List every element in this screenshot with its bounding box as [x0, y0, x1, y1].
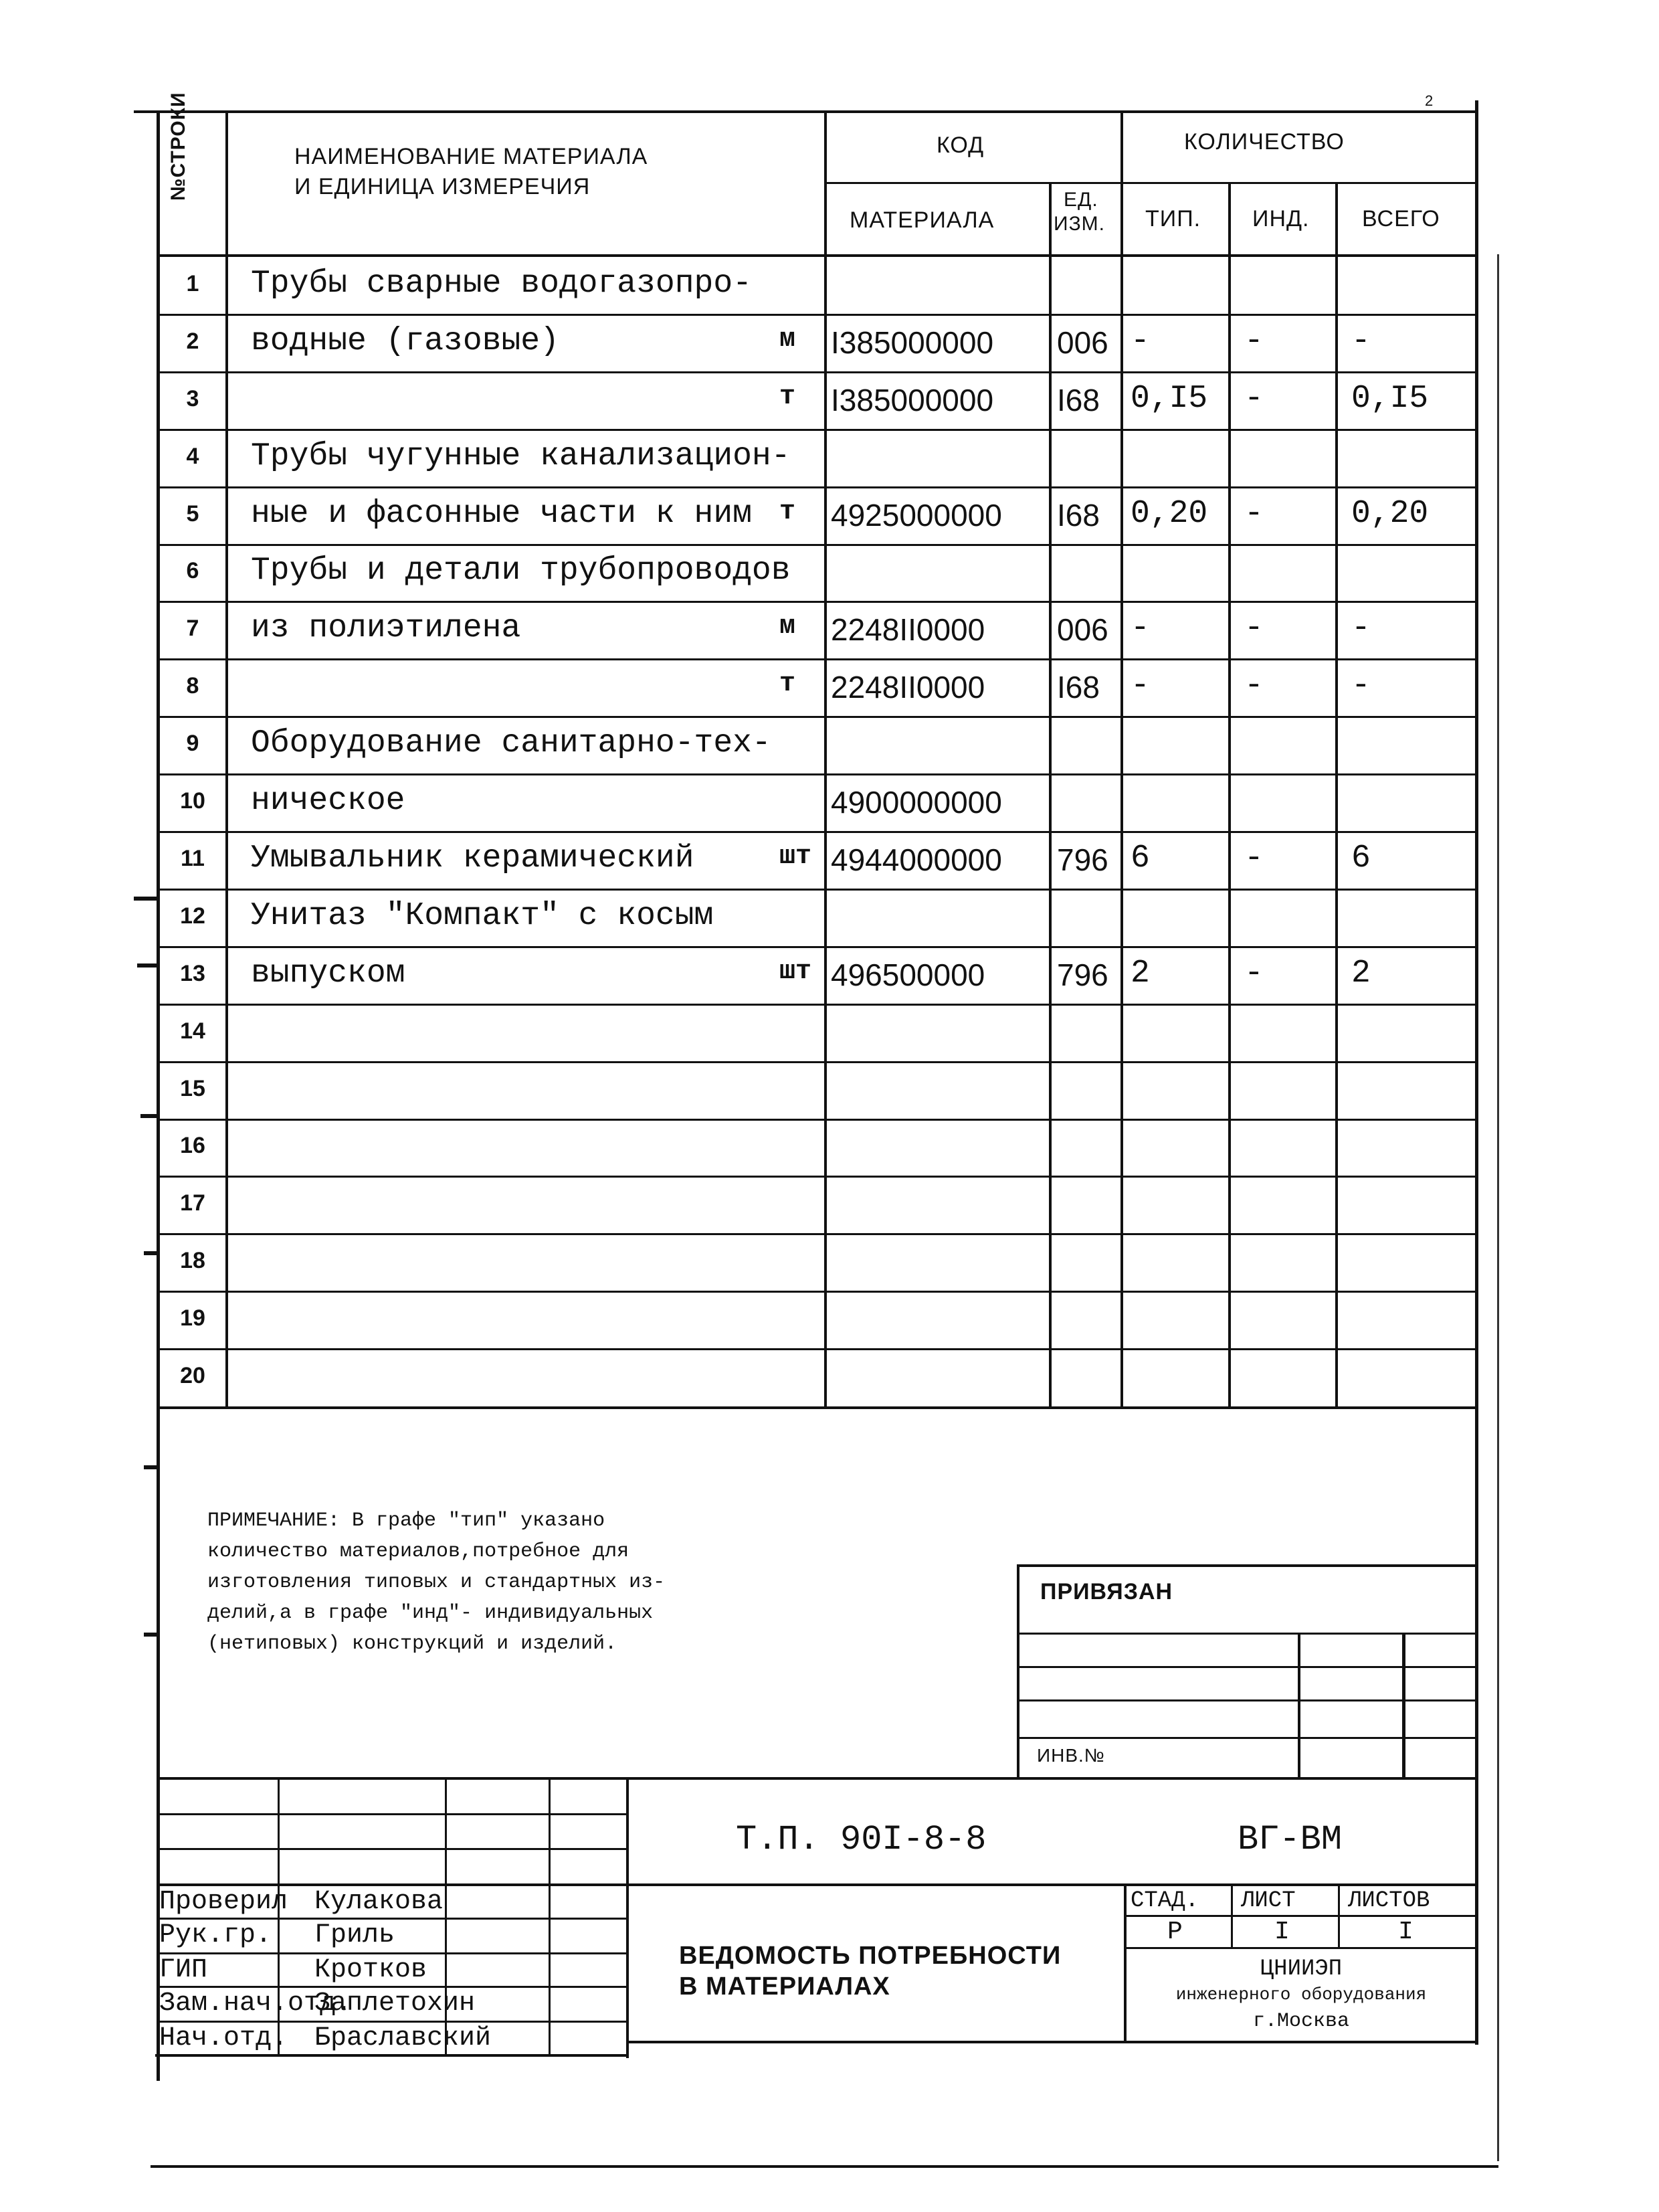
binding-vline1 — [1298, 1633, 1300, 1777]
signature-name: Кротков — [314, 1955, 427, 1985]
margin-tick-6 — [144, 1633, 159, 1637]
signature-role: Нач.отд. — [159, 2023, 288, 2053]
sig-col3 — [549, 1777, 551, 2057]
row-number: 3 — [186, 386, 199, 411]
row-number: 11 — [181, 846, 205, 871]
row-number: 15 — [180, 1076, 205, 1101]
unit-symbol: т — [779, 382, 796, 412]
material-header: МАТЕРИАЛА — [850, 207, 995, 233]
row-number: 4 — [186, 444, 199, 469]
row-divider — [157, 1233, 1478, 1235]
row-number: 9 — [186, 731, 199, 756]
row-divider — [157, 1004, 1478, 1006]
qty-total: - — [1351, 323, 1371, 359]
material-name: Трубы и детали трубопроводов — [251, 553, 791, 589]
row-divider — [157, 946, 1478, 948]
inv-label: ИНВ.№ — [1037, 1745, 1105, 1766]
unit-header-line2: ИЗМ. — [1054, 213, 1106, 235]
binding-vline2 — [1402, 1633, 1405, 1777]
row-number: 12 — [180, 903, 205, 929]
qty-total: 2 — [1351, 955, 1371, 992]
sheets-value: I — [1398, 1918, 1413, 1946]
qty-ind: - — [1244, 323, 1264, 359]
material-code: 2248II0000 — [831, 612, 985, 647]
material-code: 2248II0000 — [831, 670, 985, 705]
sig-row6 — [157, 1986, 627, 1988]
binding-line2 — [1017, 1666, 1478, 1668]
material-name: Умывальник керамический — [251, 840, 694, 877]
col-line-unit — [1120, 110, 1123, 1408]
row-divider — [157, 1061, 1478, 1063]
row-number: 20 — [180, 1363, 205, 1388]
row-number: 8 — [186, 673, 199, 699]
qty-ind: - — [1244, 668, 1264, 704]
header-subline — [827, 182, 1478, 184]
row-divider — [157, 1119, 1478, 1121]
quantity-header: КОЛИЧЕСТВО — [1184, 129, 1345, 155]
header-bottom-line — [157, 254, 1478, 257]
unit-code: 796 — [1057, 842, 1108, 877]
row-divider — [157, 1176, 1478, 1178]
qty-total: - — [1351, 668, 1371, 704]
material-name: Оборудование санитарно-тех- — [251, 725, 771, 761]
binding-top — [1017, 1564, 1478, 1567]
table-bottom-line — [157, 1406, 1478, 1409]
doc-code: Т.П. 90I-8-8 — [736, 1820, 987, 1859]
qty-ind: - — [1244, 955, 1264, 992]
row-divider — [157, 773, 1478, 775]
binding-line4 — [1017, 1737, 1478, 1739]
qty-typ: 2 — [1131, 955, 1150, 992]
qty-ind: - — [1244, 381, 1264, 417]
frame-top-line — [134, 110, 1478, 113]
row-divider — [157, 371, 1478, 373]
material-code: 4900000000 — [831, 785, 1002, 820]
material-code: I385000000 — [831, 325, 994, 360]
unit-symbol: шт — [779, 957, 812, 987]
unit-code: 006 — [1057, 612, 1108, 647]
tb-bottom-left — [155, 2054, 627, 2057]
material-code: 4944000000 — [831, 842, 1002, 877]
material-name: ническое — [251, 783, 405, 819]
margin-tick-3 — [140, 1114, 158, 1118]
margin-tick-2 — [137, 963, 157, 967]
material-name: из полиэтилена — [251, 610, 521, 646]
name-header-line1: НАИМЕНОВАНИЕ МАТЕРИАЛА — [294, 144, 648, 169]
sig-row4 — [157, 1918, 627, 1920]
row-divider — [157, 831, 1478, 833]
qty-total: 0,20 — [1351, 496, 1429, 532]
material-code: 496500000 — [831, 957, 985, 992]
tb-bottom-right — [626, 2041, 1476, 2043]
signature-name: Кулакова — [314, 1887, 444, 1917]
row-number: 5 — [186, 501, 199, 527]
signature-name: Гриль — [314, 1920, 395, 1950]
row-number: 2 — [186, 329, 199, 354]
unit-symbol: шт — [779, 842, 812, 872]
unit-symbol: т — [779, 497, 796, 527]
material-name: Трубы чугунные канализацион- — [251, 438, 791, 474]
sig-row2 — [157, 1848, 627, 1850]
row-number: 14 — [180, 1018, 205, 1044]
unit-code: I68 — [1057, 498, 1100, 533]
material-name: выпуском — [251, 955, 405, 992]
qty-ind: - — [1244, 610, 1264, 646]
sig-row3 — [157, 1883, 1478, 1886]
qty-total: - — [1351, 610, 1371, 646]
row-number: 6 — [186, 558, 199, 583]
binding-line1 — [1017, 1633, 1478, 1635]
sheet-label: ЛИСТ — [1241, 1888, 1296, 1914]
margin-tick-1 — [134, 897, 158, 901]
signature-role: ГИП — [159, 1955, 208, 1985]
row-number: 10 — [180, 788, 205, 814]
sheets-label: ЛИСТОВ — [1348, 1888, 1430, 1914]
row-number: 19 — [180, 1305, 205, 1331]
row-divider — [157, 486, 1478, 488]
row-divider — [157, 601, 1478, 603]
signature-role: Проверил — [159, 1887, 288, 1917]
org-line2: инженерного оборудования — [1175, 1985, 1427, 2005]
page-number: 2 — [1425, 92, 1434, 109]
qty-typ: - — [1131, 610, 1150, 646]
col-line-name — [824, 110, 827, 1408]
row-divider — [157, 1291, 1478, 1293]
col-line-code — [1049, 182, 1052, 1408]
row-number: 13 — [180, 961, 205, 986]
stage-col1 — [1231, 1883, 1233, 1948]
row-number-header: №СТРОКИ — [167, 92, 189, 201]
row-divider — [157, 314, 1478, 316]
org-line1: ЦНИИЭП — [1260, 1956, 1343, 1982]
stage-label: СТАД. — [1131, 1888, 1199, 1914]
binding-left — [1017, 1564, 1019, 1778]
row-divider — [157, 544, 1478, 546]
material-name: Трубы сварные водогазопро- — [251, 266, 752, 302]
unit-symbol: м — [779, 612, 796, 642]
sig-row5 — [157, 1952, 627, 1954]
margin-tick-4 — [144, 1251, 159, 1255]
frame-right-line — [1475, 100, 1478, 1967]
outer-right-edge — [1497, 254, 1499, 2161]
qty-ind: - — [1244, 496, 1264, 532]
sig-row1 — [157, 1813, 627, 1815]
signature-name: Заплетохин — [314, 1989, 476, 2019]
row-number: 18 — [180, 1248, 205, 1273]
sheet-title-line1: ВЕДОМОСТЬ ПОТРЕБНОСТИ — [679, 1942, 1062, 1970]
signature-role: Рук.гр. — [159, 1920, 272, 1950]
signature-role: Зам.нач.отд. — [159, 1989, 353, 2019]
org-line3: г.Москва — [1252, 2010, 1350, 2033]
sig-row7 — [157, 2021, 627, 2023]
bottom-rule — [151, 2165, 1498, 2168]
qty-typ: 0,20 — [1131, 496, 1208, 532]
stage-value: Р — [1167, 1918, 1183, 1946]
sheet-title-line2: В МАТЕРИАЛАХ — [679, 1972, 890, 2001]
material-code: I385000000 — [831, 383, 994, 418]
ind-header: ИНД. — [1252, 206, 1310, 232]
material-code: 4925000000 — [831, 498, 1002, 533]
unit-symbol: т — [779, 669, 796, 699]
unit-symbol: м — [779, 325, 796, 355]
material-name: ные и фасонные части к ним — [251, 496, 752, 532]
row-divider — [157, 429, 1478, 431]
col-line-ind — [1335, 182, 1338, 1408]
note-text: ПРИМЕЧАНИЕ: В графе "тип" указано количество материалов,потребное для изготовления типовых и стандартных из- делий,а в графе "инд"- индивидуальных (нетиповых) конструкций и изделий. — [207, 1509, 666, 1655]
name-header-line2: И ЕДИНИЦА ИЗМЕРЕЧИЯ — [294, 174, 591, 199]
stage-col2 — [1338, 1883, 1340, 1948]
row-number: 1 — [186, 271, 199, 296]
row-number: 17 — [180, 1190, 205, 1216]
material-name: водные (газовые) — [251, 323, 559, 359]
row-number: 7 — [186, 616, 199, 641]
row-divider — [157, 658, 1478, 660]
unit-code: 006 — [1057, 325, 1108, 360]
binding-line3 — [1017, 1699, 1478, 1701]
row-divider — [157, 1348, 1478, 1350]
material-name: Унитаз "Компакт" с косым — [251, 898, 714, 934]
qty-total: 0,I5 — [1351, 381, 1429, 417]
typ-header: ТИП. — [1145, 206, 1201, 232]
col-line-typ — [1228, 182, 1231, 1408]
total-header: ВСЕГО — [1362, 206, 1440, 232]
qty-typ: - — [1131, 323, 1150, 359]
binding-title: ПРИВЯЗАН — [1040, 1579, 1173, 1604]
unit-code: I68 — [1057, 670, 1100, 705]
qty-total: 6 — [1351, 840, 1371, 877]
row-divider — [157, 889, 1478, 891]
unit-header-line1: ЕД. — [1064, 189, 1098, 211]
row-divider — [157, 716, 1478, 718]
qty-typ: 0,I5 — [1131, 381, 1208, 417]
row-number: 16 — [180, 1133, 205, 1158]
unit-code: 796 — [1057, 957, 1108, 992]
unit-code: I68 — [1057, 383, 1100, 418]
sheet-value: I — [1274, 1918, 1290, 1946]
stage-row1 — [1124, 1915, 1478, 1917]
margin-tick-5 — [144, 1465, 159, 1469]
qty-typ: 6 — [1131, 840, 1150, 877]
signature-name: Браславский — [314, 2023, 492, 2053]
qty-ind: - — [1244, 840, 1264, 877]
code-header: КОД — [937, 132, 985, 158]
tb-right — [1475, 1777, 1478, 2045]
qty-typ: - — [1131, 668, 1150, 704]
doc-mark: ВГ-ВМ — [1238, 1820, 1343, 1859]
tb-top — [157, 1777, 1478, 1780]
stage-row2 — [1124, 1947, 1478, 1949]
